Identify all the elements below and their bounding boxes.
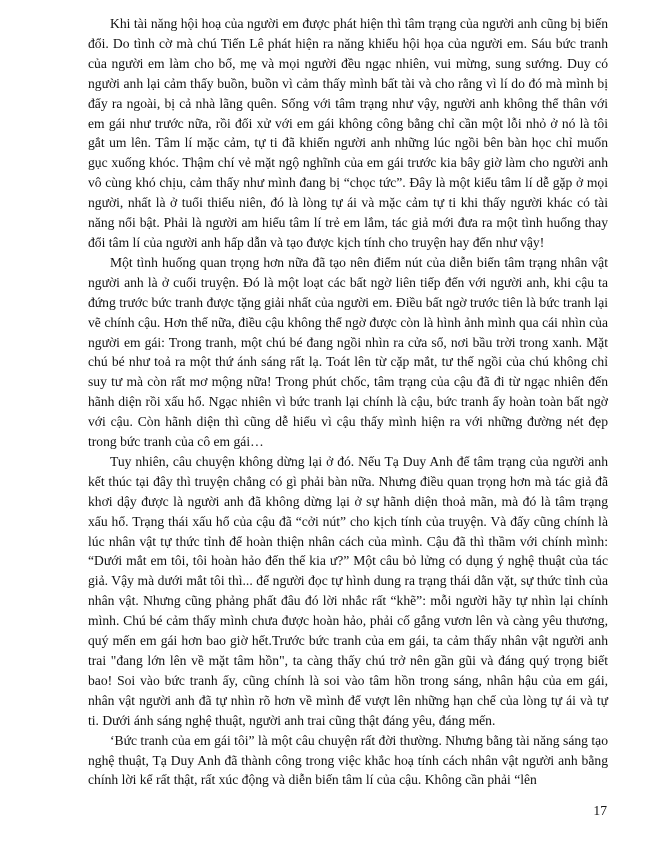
paragraph-2: Một tình huống quan trọng hơn nữa đã tạo nên điểm nút của diễn biến tâm trạng nhân vật người anh là ở cuối truyện. Đó là một loạt các bất ngờ liên tiếp đến với người anh, khi cậu ta đứng trước bức tranh được tặng giải nhất của người em. Điều bất ngờ trước tiên là bức tranh lại vẽ chính cậu. Hơn thế nữa, điều cậu không thể ngờ được còn là hình ảnh mình qua cái nhìn của người em gái: Trong tranh, một chú bé đang ngồi nhìn ra cửa sổ, nơi bầu trời trong xanh. Mặt chú bé như toả ra một thứ ánh sáng rất lạ. Toát lên từ cặp mắt, tư thế ngồi của chú không chỉ suy tư mà còn rất mơ mộng nữa! Trong phút chốc, tâm trạng của cậu đã đi từ ngạc nhiên đến hãnh diện rồi xấu hổ. Ngạc nhiên vì bức tranh lại chính là cậu, bức tranh ấy hoàn toàn bất ngờ với cậu. Còn hãnh diện thì cũng dễ hiểu vì cậu thấy mình hiện ra với những đường nét đẹp trong bức tranh của cô em gái… — [88, 254, 608, 450]
body-text — [88, 14, 608, 790]
paragraph-1: Khi tài năng hội hoạ của người em được phát hiện thì tâm trạng của người anh cũng bị biến đổi. Do tình cờ mà chú Tiến Lê phát hiện ra năng khiếu hội họa của người em. Sáu bức tranh của người em làm cho bố, mẹ và mọi người đều ngạc nhiên, vui mừng, sung sướng. Duy có người anh lại cảm thấy buồn, buồn vì cảm thấy mình bất tài và cho rằng vì lí do đó mà mình bị đẩy ra ngoài, bị cả nhà lãng quên. Sống với tâm trạng như vậy, người anh không thể thân với em gái như trước nữa, rồi đối xử với em gái không công bằng chỉ cần một lỗi nhỏ ở nó là tôi gắt um lên. Tâm lí mặc cảm, tự ti đã khiến người anh những lúc ngồi bên bàn học chỉ muốn gục xuống khóc. Thậm chí vẻ mặt ngộ nghĩnh của em gái trước kia bây giờ làm cho người anh vô cùng khó chịu, cảm thấy như mình đang bị “chọc tức”. Đây là một kiểu tâm lí dễ gặp ở mọi người, nhất là ở tuổi thiếu niên, đó là lòng tự ái và mặc cảm tự ti khi thấy người khác có tài năng nổi bật. Phải là người am hiểu tâm lí trẻ em lắm, tác giả mới đưa ra một tình huống thay đổi tâm lí của người anh hấp dẫn và tạo được kịch tính cho truyện hay đến như vậy! — [88, 16, 608, 250]
paragraph-3: Tuy nhiên, câu chuyện không dừng lại ở đó. Nếu Tạ Duy Anh để tâm trạng của người anh kết thúc tại đây thì truyện chẳng có gì phải bàn nữa. Nhưng điều quan trọng hơn mà tác giả đã khơi dậy được là người anh đã không dừng lại ở sự hãnh diện thoả mãn, mà đó là tâm trạng xấu hổ. Trạng thái xấu hổ của cậu đã “cởi nút” cho kịch tính của truyện. Và đấy cũng chính là lúc nhân vật tự thức tỉnh để hoàn thiện nhân cách của mình. Cậu đã thì thầm với chính mình: “Dưới mắt em tôi, tôi hoàn hảo đến thế kia ư?” Một câu bỏ lửng có dụng ý nghệ thuật của tác giả. Vậy mà dưới mắt tôi thì... để người đọc tự hình dung ra trạng thái dằn vặt, sự thức tỉnh của nhân vật. Nhưng cũng phảng phất đâu đó lời nhắc rất “khẽ”: mỗi người hãy tự nhìn lại chính mình. Chú bé cảm thấy mình chưa được hoàn hảo, phải cố gắng vươn lên và càng yêu thương, quý mến em gái hơn bao giờ hết.Trước bức tranh của em gái, ta cảm thấy nhân vật người anh trai "đang lớn lên về mặt tâm hồn", ta càng thấy chú trở nên gần gũi và đáng quý trọng biết bao! Soi vào bức tranh ấy, cũng chính là soi vào tâm hồn trong sáng, nhân hậu của em gái, nhân vật người anh đã tự nhìn rõ hơn về mình để vượt lên những hạn chế của lòng tự ái và tự ti. Dưới ánh sáng nghệ thuật, người anh trai cũng thật đáng yêu, đáng mến. — [88, 453, 608, 728]
page-number: 17 — [593, 803, 607, 818]
paragraph-4: ‘Bức tranh của em gái tôi” là một câu chuyện rất đời thường. Nhưng bằng tài năng sáng tạo nghệ thuật, Tạ Duy Anh đã thành công trong việc khắc hoạ tính cách nhân vật người anh bằng chính lời kể rất thật, rất xúc động và diễn biến tâm lí của cậu. Không cần phải “lên — [88, 732, 608, 788]
